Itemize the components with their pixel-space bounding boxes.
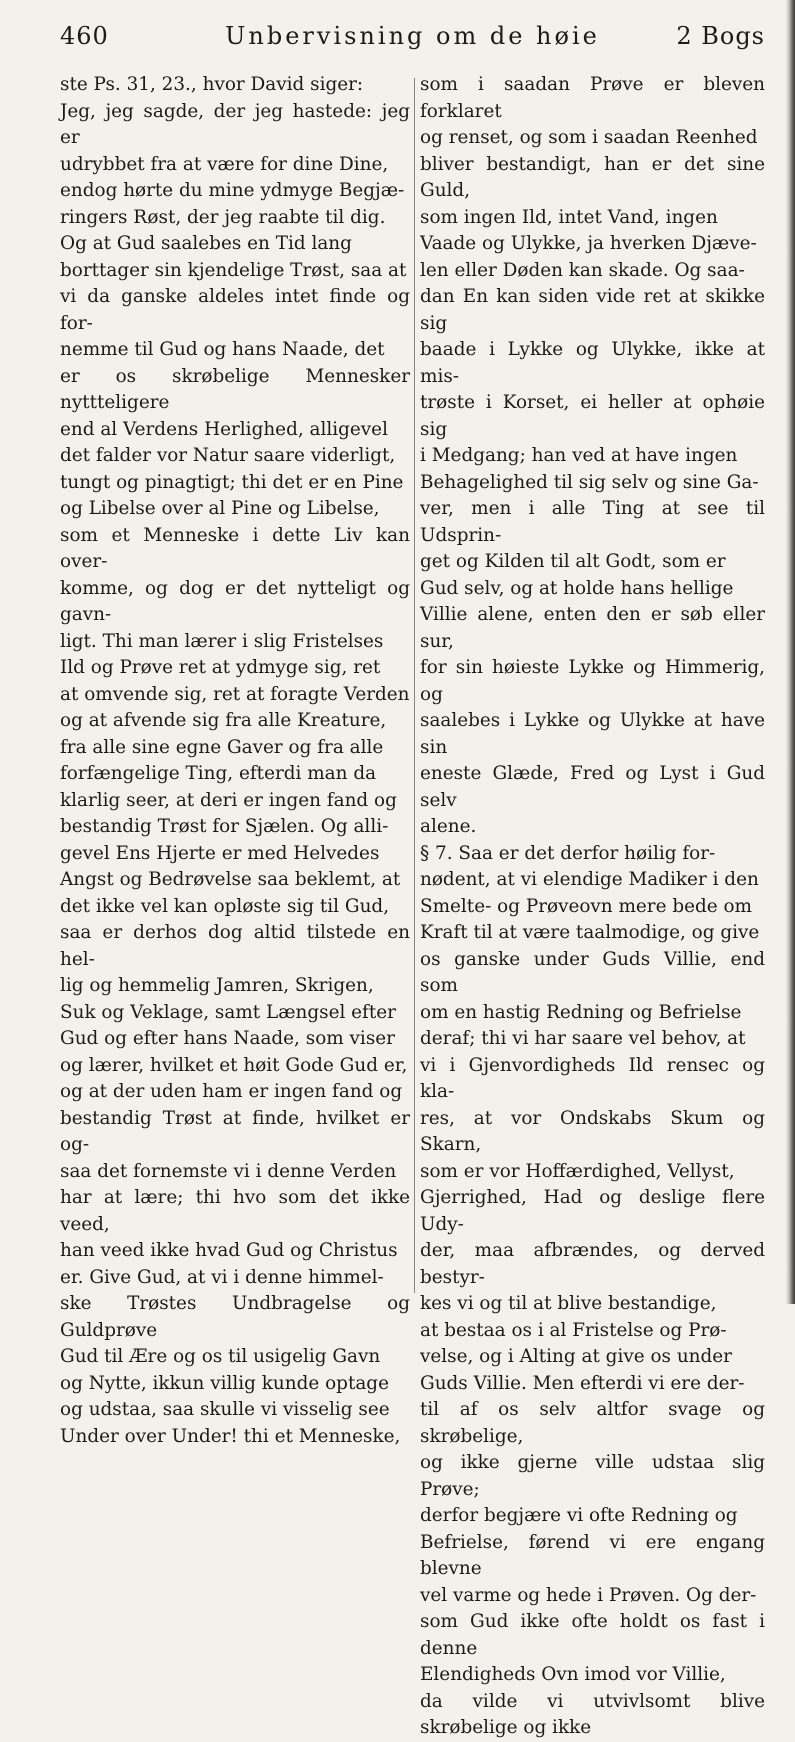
column-divider: [414, 78, 415, 1293]
text-line: Vaade og Ulykke, ja hverken Djæve-: [420, 233, 757, 254]
text-line: Gud selv, og at holde hans hellige: [420, 577, 734, 599]
text-line: ste Ps. 31, 23., hvor David siger:: [60, 74, 364, 95]
text-line: trøste i Korset, ei heller at ophøie sig: [420, 392, 765, 440]
text-line: bestandig Trøst at finde, hvilket er og-: [60, 1107, 410, 1155]
text-line: Kraft til at være taalmodige, og give: [420, 922, 760, 943]
text-line: der, maa afbrændes, og derved bestyr-: [420, 1240, 765, 1288]
text-line: baade i Lykke og Ulykke, ikke at mis-: [420, 339, 765, 387]
text-line: ligt. Thi man lærer i slig Fristelses: [60, 630, 384, 652]
text-line: som et Menneske i dette Liv kan over-: [60, 524, 410, 572]
text-line: tungt og pinagtigt; thi det er en Pine: [60, 471, 404, 493]
text-line: bliver bestandigt, han er det sine Guld,: [420, 153, 765, 201]
text-line: res, at vor Ondskabs Skum og Skarn,: [420, 1107, 765, 1155]
text-line: klarlig seer, at deri er ingen fand og: [60, 789, 397, 811]
text-line: det ikke vel kan opløste sig til Gud,: [60, 895, 390, 917]
text-line: og lærer, hvilket et høit Gode Gud er,: [60, 1054, 408, 1076]
text-line: Gud til Ære og os til usigelig Gavn: [60, 1346, 381, 1367]
text-line: som er vor Hoffærdighed, Vellyst,: [420, 1160, 735, 1182]
text-line: og Libelse over al Pine og Libelse,: [60, 498, 380, 519]
text-line: velse, og i Alting at give os under: [420, 1346, 732, 1367]
text-line: gevel Ens Hjerte er med Helvedes: [60, 842, 380, 864]
text-line: vel varme og hede i Prøven. Og der-: [420, 1584, 757, 1606]
page-edge-shadow: [786, 0, 795, 1304]
text-line: og renset, og som i saadan Reenhed: [420, 127, 758, 148]
text-line: er. Give Gud, at vi i denne himmel-: [60, 1266, 384, 1288]
text-line: vi i Gjenvordigheds Ild rensес og kla-: [420, 1054, 765, 1102]
text-line: alene.: [420, 816, 477, 837]
left-text-column: [60, 72, 410, 1450]
text-line: Smelte- og Prøveovn mere bede om: [420, 895, 753, 917]
text-line: fra alle sine egne Gaver og fra alle: [60, 736, 384, 758]
text-line: at bestaa os i al Fristelse og Prø-: [420, 1319, 727, 1341]
text-line: deraf; thi vi har saare vel behov, at: [420, 1028, 746, 1049]
text-line: forfængelige Ting, efterdi man da: [60, 763, 377, 784]
text-line: bestandig Trøst for Sjælen. Og alli-: [60, 816, 389, 837]
text-line: dan En kan siden vide ret at skikke sig: [420, 286, 765, 334]
text-line: lig og hemmelig Jamren, Skrigen,: [60, 975, 374, 996]
text-line: Elendigheds Ovn imod vor Villie,: [420, 1664, 726, 1685]
text-line: saa det fornemste vi i denne Verden: [60, 1160, 397, 1182]
text-line: om en hastig Redning og Befrielse: [420, 1001, 742, 1023]
text-line: og ikke gjerne ville udstaa slig Prøve;: [420, 1452, 765, 1500]
text-line: Ild og Prøve ret at ydmyge sig, ret: [60, 657, 381, 678]
text-line: som ingen Ild, intet Vand, ingen: [420, 206, 718, 228]
text-line: Og at Gud saalebes en Tid lang: [60, 233, 352, 254]
right-text-column: [420, 72, 765, 1742]
text-line: § 7. Saa er det derfor høilig for-: [420, 842, 716, 864]
text-line: eneste Glæde, Fred og Lyst i Gud selv: [420, 763, 765, 811]
signature-mark: 2 Bogs: [676, 22, 765, 50]
text-line: Befrielse, førend vi ere engang blevne: [420, 1531, 765, 1579]
text-line: det falder vor Natur saare viderligt,: [60, 445, 396, 466]
text-line: og at afvende sig fra alle Kreature,: [60, 710, 387, 731]
text-line: Under over Under! thi et Menneske,: [60, 1425, 401, 1447]
text-line: get og Kilden til alt Godt, som er: [420, 551, 726, 572]
text-line: og at der uden ham er ingen fand og: [60, 1081, 403, 1102]
text-line: for sin høieste Lykke og Himmerig, og: [420, 657, 765, 705]
text-line: Villie alene, enten den er søb eller sur,: [420, 604, 765, 652]
text-line: vi da ganske aldeles intet finde og for-: [60, 286, 410, 334]
text-line: og udstaa, saa skulle vi visselig see: [60, 1399, 390, 1420]
running-title: Unbervisning om de høie: [225, 22, 600, 50]
text-line: da vilde vi utvivlsomt blive skrøbelige og ikke: [420, 1690, 765, 1738]
text-line: saa er derhos dog altid tilstede en hel-: [60, 922, 410, 970]
text-line: som i saadan Prøve er bleven forklaret: [420, 74, 765, 122]
text-line: derfor begjære vi ofte Redning og: [420, 1505, 738, 1526]
text-line: len eller Døden kan skade. Og saa-: [420, 259, 745, 281]
text-line: Behagelighed til sig selv og sine Ga-: [420, 471, 759, 493]
text-line: Gjerrighed, Had og deslige flere Udy-: [420, 1187, 765, 1235]
text-line: til af os selv altfor svage og skrøbelige,: [420, 1399, 765, 1447]
text-line: Guds Villie. Men efterdi vi ere der-: [420, 1372, 745, 1394]
text-line: os ganske under Guds Villie, end som: [420, 948, 765, 996]
text-line: saalebes i Lykke og Ulykke at have sin: [420, 710, 765, 758]
text-line: Jeg, jeg sagde, der jeg hastede: jeg er: [60, 100, 410, 148]
text-line: har at lære; thi hvo som det ikke veed,: [60, 1187, 410, 1235]
text-line: ver, men i alle Ting at see til Udsprin-: [420, 498, 765, 546]
text-line: Gud og efter hans Naade, som viser: [60, 1028, 395, 1049]
text-line: endog hørte du mine ydmyge Begjæ-: [60, 180, 405, 201]
page-header: [60, 22, 765, 62]
text-line: Angst og Bedrøvelse saa beklemt, at: [60, 869, 401, 890]
text-line: borttager sin kjendelige Trøst, saa at: [60, 259, 407, 281]
text-line: er os skrøbelige Mennesker nyttteligere: [60, 365, 410, 413]
text-line: nemme til Gud og hans Naade, det: [60, 339, 385, 360]
text-line: og Nytte, ikkun villig kunde optage: [60, 1372, 389, 1394]
text-line: Suk og Veklage, samt Længsel efter: [60, 1001, 396, 1023]
text-line: ske Trøstes Undbragelse og Guldprøve: [60, 1293, 410, 1341]
text-line: ringers Røst, der jeg raabte til dig.: [60, 206, 386, 228]
text-line: kes vi og til at blive bestandige,: [420, 1293, 717, 1314]
text-line: at omvende sig, ret at foragte Verden: [60, 683, 410, 705]
text-line: nødent, at vi elendige Madiker i den: [420, 869, 759, 890]
text-line: komme, og dog er det nytteligt og gavn-: [60, 577, 410, 625]
text-line: end al Verdens Herlighed, alligevel: [60, 418, 388, 440]
text-line: han veed ikke hvad Gud og Christus: [60, 1240, 398, 1261]
text-line: i Medgang; han ved at have ingen: [420, 445, 738, 466]
text-line: som Gud ikke ofte holdt os fast i denne: [420, 1611, 765, 1659]
page-number: 460: [60, 22, 109, 50]
text-line: udrybbet fra at være for dine Dine,: [60, 153, 389, 175]
